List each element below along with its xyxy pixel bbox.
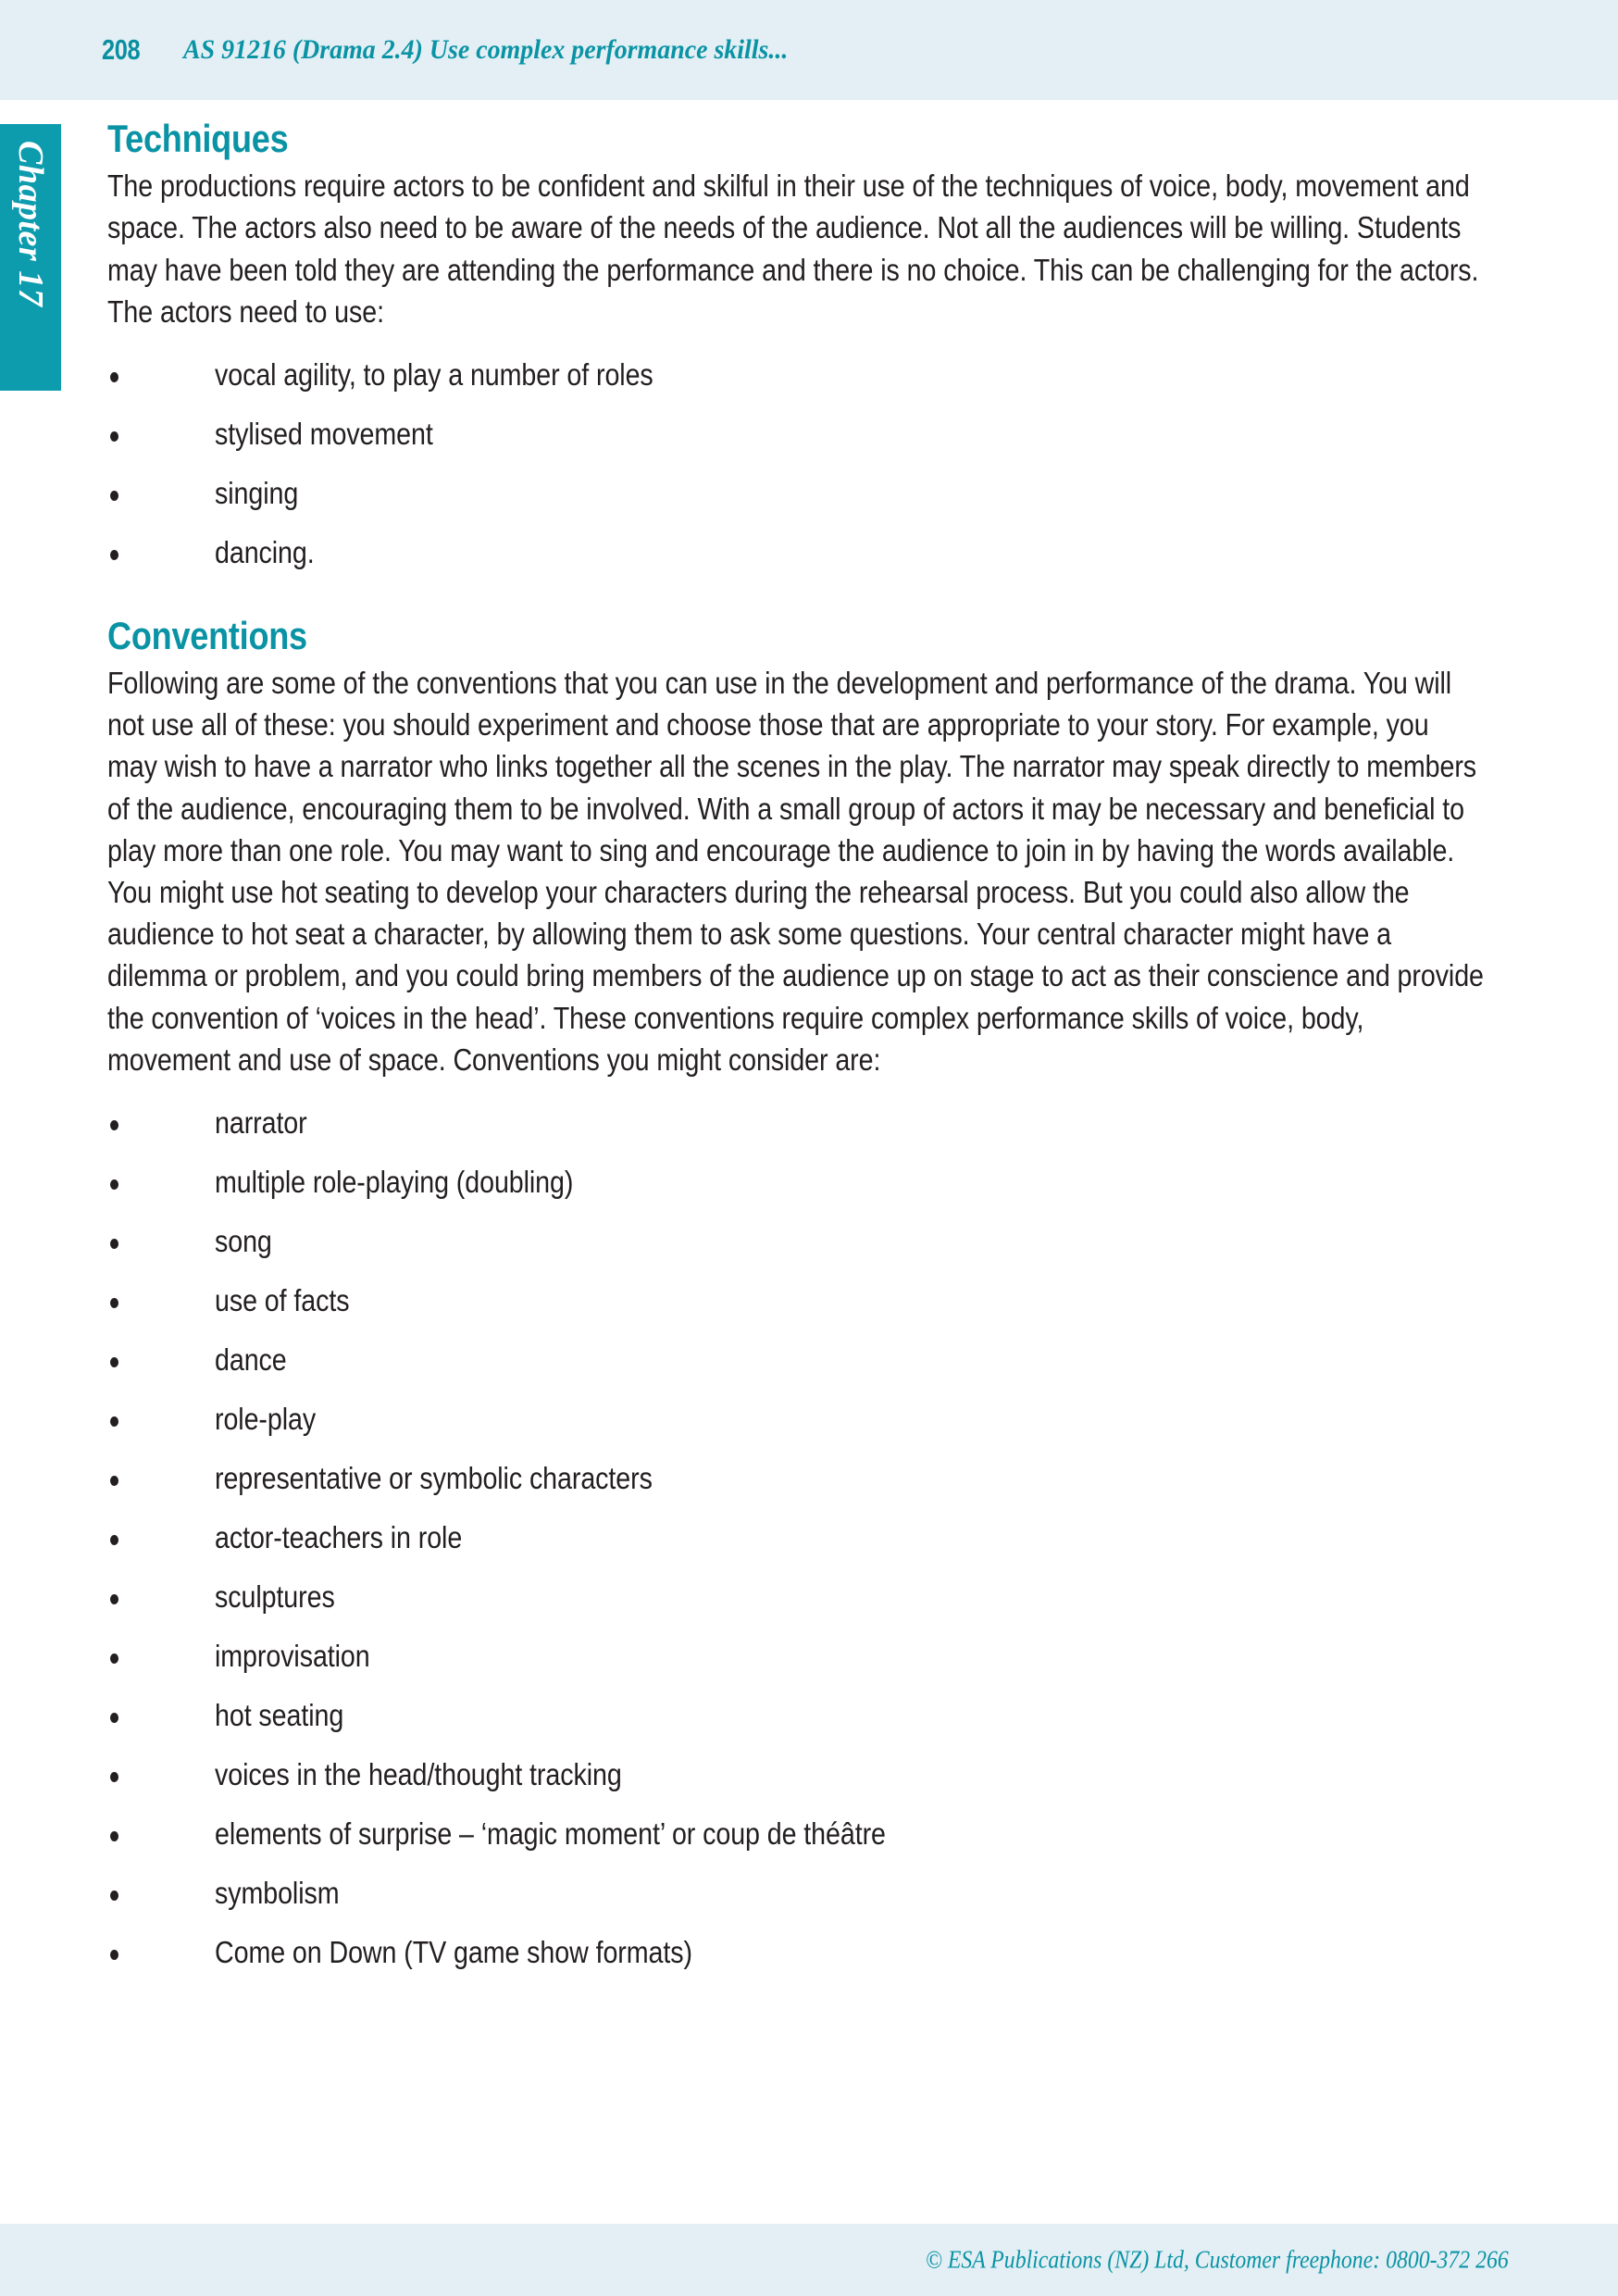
list-item bbox=[107, 357, 1487, 394]
bullet-dot-icon bbox=[110, 550, 118, 560]
bullet-dot-icon bbox=[110, 1298, 118, 1308]
bullet-dot-icon bbox=[110, 1594, 118, 1604]
bullet-dot-icon bbox=[110, 1653, 118, 1664]
bullet-list-conventions bbox=[107, 1105, 1487, 1972]
list-item-label: singing bbox=[215, 476, 299, 511]
bullet-dot-icon bbox=[110, 372, 118, 382]
bullet-dot-icon bbox=[110, 1357, 118, 1367]
list-item-label: vocal agility, to play a number of roles bbox=[215, 357, 653, 393]
bullet-dot-icon bbox=[110, 1950, 118, 1960]
list-item-label: voices in the head/thought tracking bbox=[215, 1758, 622, 1793]
bullet-dot-icon bbox=[110, 1120, 118, 1130]
list-item bbox=[107, 1698, 1487, 1735]
list-item bbox=[107, 535, 1487, 572]
chapter-tab bbox=[0, 124, 61, 391]
list-item bbox=[107, 1105, 1487, 1142]
list-item-label: multiple role-playing (doubling) bbox=[215, 1166, 574, 1201]
list-item bbox=[107, 1639, 1487, 1676]
list-item-label: improvisation bbox=[215, 1640, 370, 1675]
bullet-dot-icon bbox=[110, 431, 118, 442]
list-item bbox=[107, 1876, 1487, 1913]
list-item bbox=[107, 1402, 1487, 1439]
list-item-label: dancing. bbox=[215, 535, 315, 570]
list-item-label: song bbox=[215, 1225, 272, 1260]
bullet-dot-icon bbox=[110, 1831, 118, 1841]
list-item bbox=[107, 1935, 1487, 1972]
section-heading-techniques: Techniques bbox=[107, 117, 289, 160]
list-item-label: use of facts bbox=[215, 1284, 350, 1319]
bullet-dot-icon bbox=[110, 1535, 118, 1545]
bullet-dot-icon bbox=[110, 1890, 118, 1901]
bullet-dot-icon bbox=[110, 1179, 118, 1190]
page-number: 208 bbox=[102, 33, 141, 66]
list-item bbox=[107, 476, 1487, 513]
list-item bbox=[107, 1342, 1487, 1379]
list-item-label: symbolism bbox=[215, 1877, 340, 1912]
list-item bbox=[107, 1224, 1487, 1261]
list-item bbox=[107, 1283, 1487, 1320]
bullet-dot-icon bbox=[110, 1713, 118, 1723]
page-footer-band bbox=[0, 2224, 1618, 2296]
bullet-dot-icon bbox=[110, 1476, 118, 1486]
chapter-tab-label: Chapter 17 bbox=[11, 141, 50, 307]
list-item bbox=[107, 1520, 1487, 1557]
list-item-label: elements of surprise – ‘magic moment’ or coup de théâtre bbox=[215, 1817, 886, 1853]
list-item bbox=[107, 1165, 1487, 1202]
list-item-label: actor-teachers in role bbox=[215, 1521, 463, 1556]
list-item bbox=[107, 1816, 1487, 1853]
page-header bbox=[102, 0, 834, 100]
list-item bbox=[107, 1757, 1487, 1794]
list-item bbox=[107, 1461, 1487, 1498]
list-item-label: stylised movement bbox=[215, 417, 433, 452]
list-item-label: dance bbox=[215, 1343, 287, 1379]
list-item-label: narrator bbox=[215, 1106, 307, 1142]
list-item bbox=[107, 1579, 1487, 1616]
list-item-label: representative or symbolic characters bbox=[215, 1462, 653, 1497]
page-header-band bbox=[0, 0, 1618, 100]
section-paragraph-conventions: Following are some of the conventions that you can use in the development and performance of the drama. You will not use all of these: you should experiment and choose those that are appropriate to your story. For example, you may wish to have a narrator who links together all the scenes in the play. The narrator may speak directly to members of the audience, encouraging them to be involved. With a small group of actors it may be necessary and beneficial to play more than one role. You may want to sing and encourage the audience to join in by having the words available. You might use hot seating to develop your characters during the rehearsal process. But you could also allow the audience to hot seat a character, by allowing them to ask some questions. Your central character might have a dilemma or problem, and you could bring members of the audience up on stage to act as their conscience and provide the convention of ‘voices in the head’. These conventions require complex performance skills of voice, body, movement and use of space. Conventions you might consider are: bbox=[107, 667, 1484, 1078]
bullet-list-techniques bbox=[107, 357, 1487, 572]
copyright-notice: © ESA Publications (NZ) Ltd, Customer freephone: 0800-372 266 bbox=[926, 2245, 1509, 2274]
section-heading-conventions: Conventions bbox=[107, 613, 307, 657]
bullet-dot-icon bbox=[110, 491, 118, 501]
list-item-label: hot seating bbox=[215, 1699, 344, 1734]
list-item-label: sculptures bbox=[215, 1580, 335, 1616]
list-item-label: Come on Down (TV game show formats) bbox=[215, 1936, 692, 1971]
bullet-dot-icon bbox=[110, 1772, 118, 1782]
list-item-label: role-play bbox=[215, 1403, 317, 1438]
bullet-dot-icon bbox=[110, 1416, 118, 1427]
page-content bbox=[107, 119, 1487, 1994]
section-paragraph-techniques: The productions require actors to be confident and skilful in their use of the techniques of voice, body, movement and space. The actors also need to be aware of the needs of the audience. Not all the audiences will be willing. Students may have been told they are attending the performance and there is no choice. This can be challenging for the actors. The actors need to use: bbox=[107, 169, 1479, 330]
page-running-title: AS 91216 (Drama 2.4) Use complex performance skills... bbox=[183, 34, 789, 65]
list-item bbox=[107, 417, 1487, 454]
bullet-dot-icon bbox=[110, 1239, 118, 1249]
